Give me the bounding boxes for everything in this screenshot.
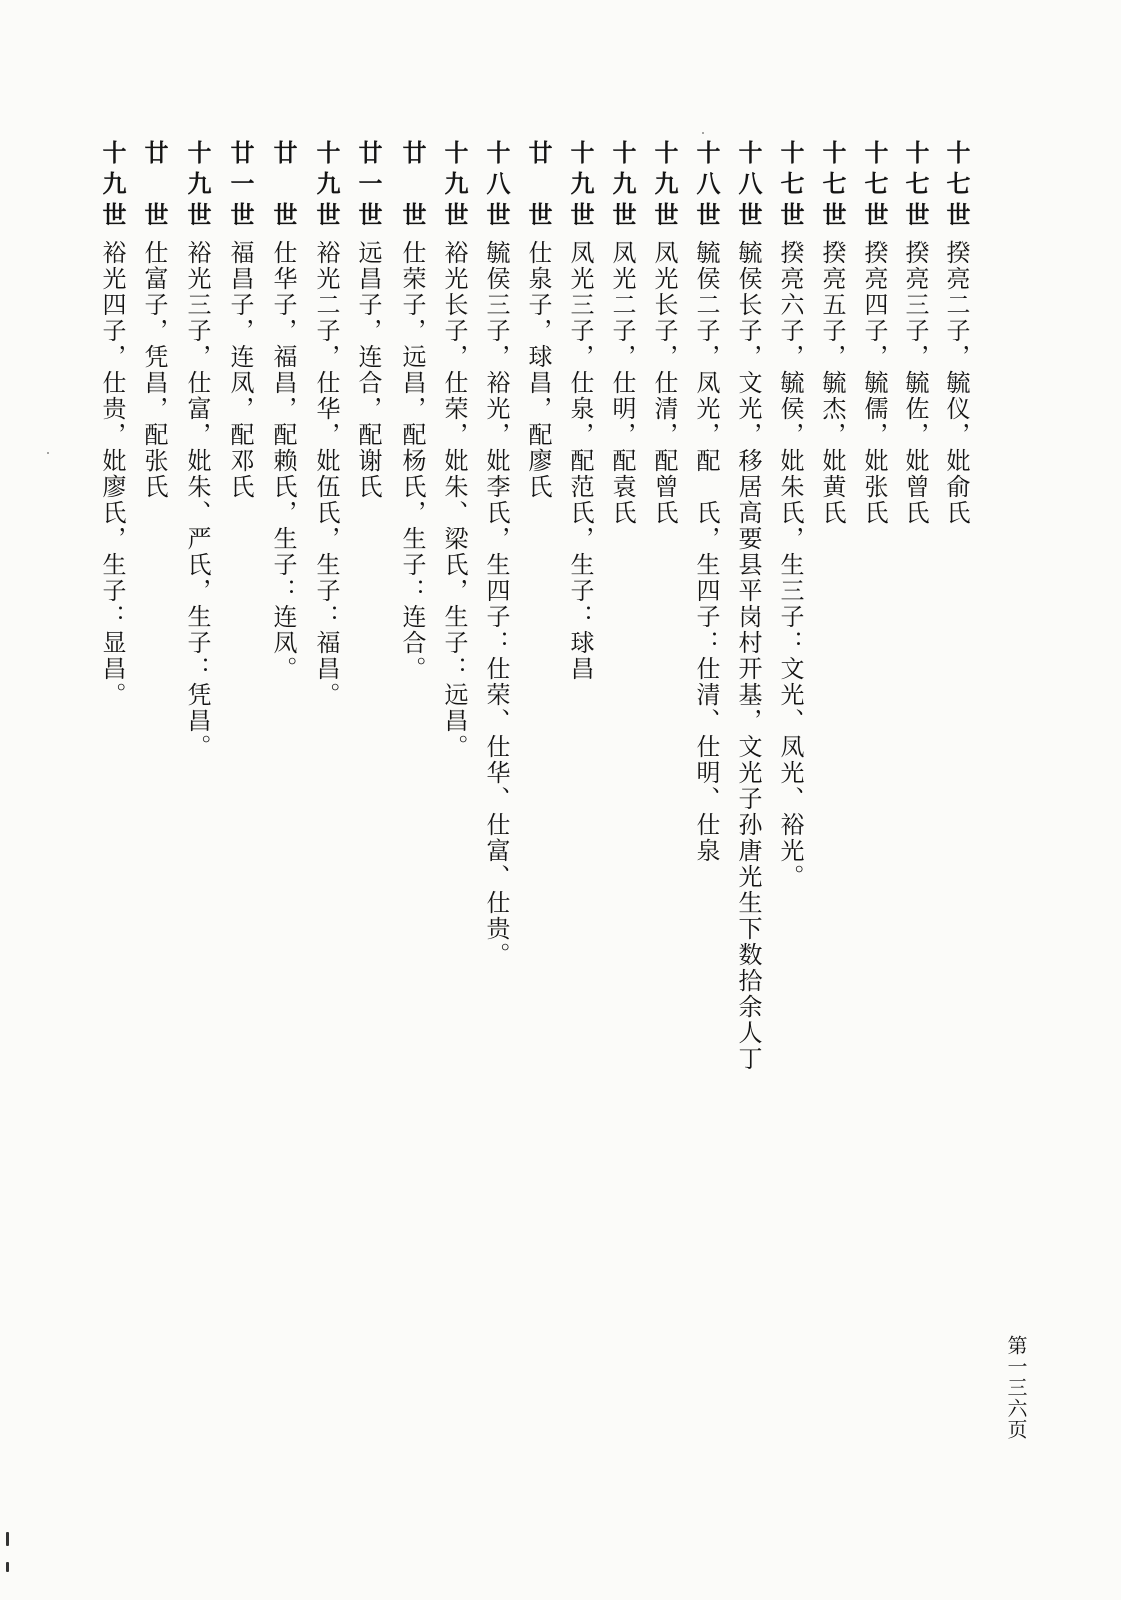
entry-text: 裕光长子，仕荣，妣朱、梁氏，生子：远昌。 [440,240,468,760]
genealogy-entry [942,140,971,526]
generation-label: 十九世 [650,140,679,228]
scan-speck [6,1562,9,1572]
generation-label: 廿 世 [140,140,169,228]
genealogy-entry [140,140,169,500]
genealogy-entry [860,140,889,526]
generation-label: 廿一世 [226,140,255,228]
generation-label: 廿 世 [269,140,298,228]
generation-label: 十七世 [942,140,971,228]
entry-text: 揆亮三子，毓佐，妣曾氏 [901,240,929,526]
genealogy-entry [269,140,298,682]
entry-text: 揆亮二子，毓仪，妣俞氏 [942,240,970,526]
entry-text: 仕泉子，球昌，配廖氏 [524,240,552,500]
entry-text: 凤光三子，仕泉，配范氏，生子：球昌 [566,240,594,682]
scan-speck [702,132,704,134]
genealogy-entry [98,140,127,708]
scan-speck [47,452,49,454]
genealogy-entry [734,140,763,1072]
entry-text: 毓侯长子，文光，移居高要县平岗村开基，文光子孙唐光生下数拾余人丁 [734,240,762,1072]
genealogy-entry [312,140,341,708]
generation-label: 十七世 [776,140,805,228]
genealogy-entry [692,140,721,864]
entry-text: 揆亮六子，毓侯，妣朱氏，生三子：文光、凤光、裕光。 [776,240,804,890]
entry-text: 毓侯三子，裕光，妣李氏，生四子：仕荣、仕华、仕富、仕贵。 [482,240,510,968]
generation-label: 廿 世 [398,140,427,228]
generation-label: 十七世 [860,140,889,228]
genealogy-entry [482,140,511,968]
entry-text: 仕富子，凭昌，配张氏 [140,240,168,500]
entry-text: 裕光三子，仕富，妣朱、严氏，生子：凭昌。 [183,240,211,760]
generation-label: 十九世 [98,140,127,228]
entry-text: 揆亮五子，毓杰，妣黄氏 [818,240,846,526]
generation-label: 十八世 [734,140,763,228]
generation-label: 十八世 [482,140,511,228]
entry-text: 裕光二子，仕华，妣伍氏，生子：福昌。 [312,240,340,708]
entry-text: 仕荣子，远昌，配杨氏，生子：连合。 [398,240,426,682]
genealogy-entry [226,140,255,500]
genealogy-entry [524,140,553,500]
entry-text: 仕华子，福昌，配赖氏，生子：连凤。 [269,240,297,682]
genealogy-entry [354,140,383,500]
entry-text: 凤光长子，仕清，配曾氏 [650,240,678,526]
genealogy-entry [818,140,847,526]
genealogy-entry [776,140,805,890]
generation-label: 十九世 [566,140,595,228]
genealogy-entry [901,140,930,526]
scan-speck [6,1532,9,1546]
generation-label: 廿 世 [524,140,553,228]
genealogy-entry [566,140,595,682]
generation-label: 十七世 [818,140,847,228]
genealogy-entry [650,140,679,526]
generation-label: 十九世 [183,140,212,228]
entry-text: 福昌子，连凤，配邓氏 [226,240,254,500]
entry-text: 毓侯二子，凤光，配 氏，生四子：仕清、仕明、仕泉 [692,240,720,864]
generation-label: 十七世 [901,140,930,228]
genealogy-entry [440,140,469,760]
entry-text: 揆亮四子，毓儒，妣张氏 [860,240,888,526]
entry-text: 裕光四子，仕贵，妣廖氏，生子：显昌。 [98,240,126,708]
generation-label: 十九世 [312,140,341,228]
entry-text: 凤光二子，仕明，配袁氏 [608,240,636,526]
generation-label: 廿一世 [354,140,383,228]
page-number: 第一三六页 [1004,1335,1028,1440]
generation-label: 十八世 [692,140,721,228]
genealogy-entry [183,140,212,760]
generation-label: 十九世 [440,140,469,228]
entry-text: 远昌子，连合，配谢氏 [354,240,382,500]
generation-label: 十九世 [608,140,637,228]
genealogy-entry [608,140,637,526]
genealogy-entry [398,140,427,682]
